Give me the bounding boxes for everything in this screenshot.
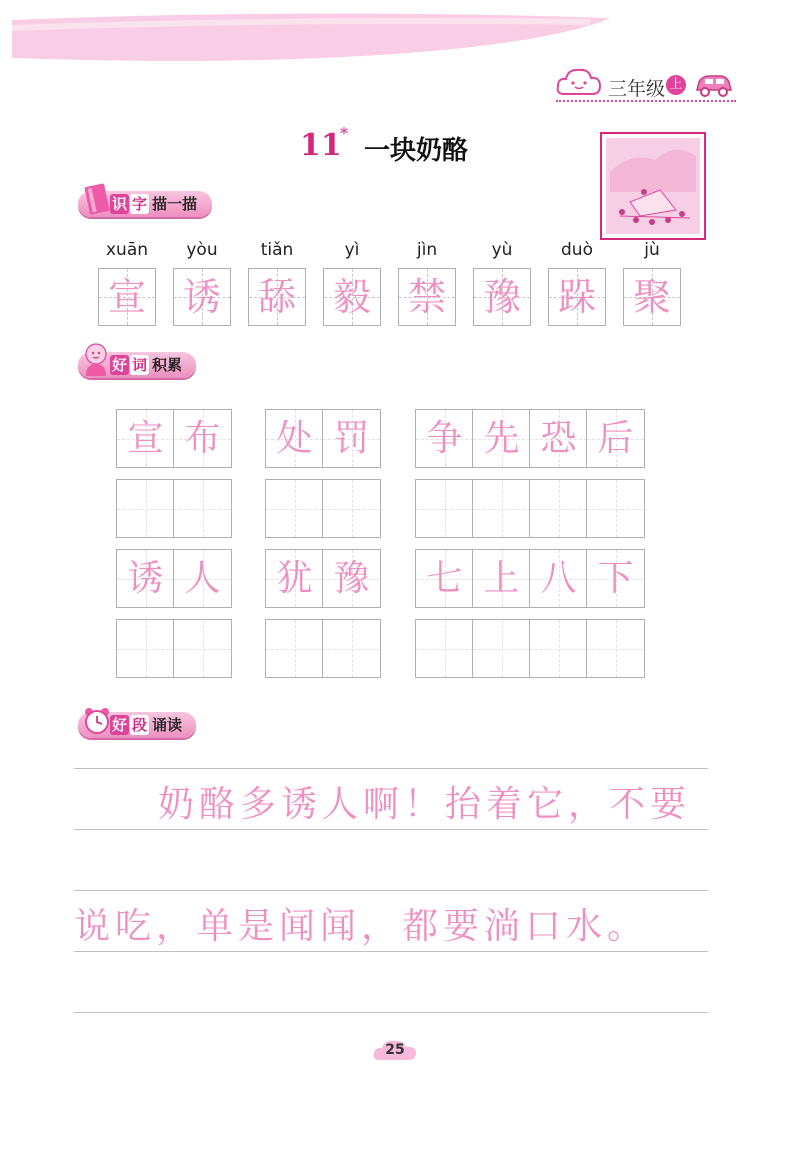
grade-label: 三年级 (608, 78, 666, 100)
blank-cell[interactable] (322, 479, 381, 538)
blank-cell[interactable] (116, 619, 175, 678)
trace-char: 宣 (127, 418, 164, 459)
ruled-line (74, 951, 708, 952)
blank-cell[interactable] (116, 479, 175, 538)
badge-word-3: 积累 (152, 356, 183, 374)
blank-cell[interactable] (529, 479, 588, 538)
header-dotted-rule (556, 100, 736, 102)
word-cell[interactable] (322, 409, 381, 468)
tian-grid[interactable] (323, 268, 381, 326)
blank-cell[interactable] (265, 479, 324, 538)
trace-char: 豫 (333, 558, 370, 599)
word-cell[interactable] (116, 549, 175, 608)
volume-badge: 上 (666, 75, 686, 95)
trace-char: 布 (184, 418, 221, 459)
word-cell[interactable] (529, 549, 588, 608)
trace-char: 舔 (257, 275, 296, 319)
word-cell[interactable] (472, 409, 531, 468)
pinyin-label: jìn (416, 240, 438, 260)
trace-char: 人 (184, 558, 221, 599)
badge-word-1: 好 (112, 356, 128, 374)
trace-char: 宣 (107, 275, 146, 319)
blank-cell[interactable] (173, 619, 232, 678)
trace-char: 上 (483, 558, 520, 599)
word-cell[interactable] (415, 409, 474, 468)
word-cell[interactable] (265, 549, 324, 608)
tian-grid[interactable] (398, 268, 456, 326)
trace-char: 争 (426, 418, 463, 459)
blank-cell[interactable] (322, 619, 381, 678)
trace-char: 后 (597, 418, 634, 459)
tian-grid[interactable] (548, 268, 606, 326)
lesson-mark: * (340, 124, 348, 143)
passage-line-1: 奶酪多诱人啊！抬着它，不要 (158, 784, 692, 825)
tian-grid[interactable] (473, 268, 531, 326)
car-icon (694, 72, 734, 98)
word-cell[interactable] (116, 409, 175, 468)
word-cell[interactable] (472, 549, 531, 608)
trace-char: 诱 (182, 275, 221, 319)
trace-char: 毅 (332, 275, 371, 319)
blank-cell[interactable] (415, 619, 474, 678)
alarm-clock-icon (83, 706, 111, 736)
tian-grid[interactable] (173, 268, 231, 326)
blank-cell[interactable] (472, 479, 531, 538)
pinyin-label: xuān (105, 240, 149, 260)
trace-char: 跺 (557, 275, 596, 319)
tian-grid[interactable] (248, 268, 306, 326)
word-cell[interactable] (586, 409, 645, 468)
word-cell[interactable] (529, 409, 588, 468)
trace-char: 禁 (407, 275, 446, 319)
pinyin-label: jù (644, 240, 660, 260)
pinyin-label: yì (344, 240, 360, 260)
page-number-label: 25 (385, 1042, 405, 1058)
passage-line-2: 说吃，单是闻闻，都要淌口水。 (74, 906, 649, 947)
blank-cell[interactable] (529, 619, 588, 678)
badge-word-3: 诵读 (152, 716, 183, 734)
trace-char: 八 (540, 558, 577, 599)
blank-cell[interactable] (415, 479, 474, 538)
pinyin-label: tiǎn (260, 240, 294, 260)
kid-face-icon (82, 342, 110, 376)
ruled-line (74, 1012, 708, 1013)
word-cell[interactable] (265, 409, 324, 468)
trace-char: 先 (483, 418, 520, 459)
word-cell[interactable] (173, 549, 232, 608)
word-cell[interactable] (322, 549, 381, 608)
badge-word-1: 好 (112, 716, 128, 734)
pinyin-label: yòu (186, 240, 218, 260)
page-number (372, 1038, 418, 1064)
word-cell[interactable] (173, 409, 232, 468)
ants-carrying-cheese-illustration (600, 132, 706, 240)
ruled-line (74, 890, 708, 891)
lesson-number: 11 (300, 128, 342, 163)
blank-cell[interactable] (586, 619, 645, 678)
word-cell[interactable] (586, 549, 645, 608)
book-icon (84, 183, 110, 215)
badge-word-2: 段 (132, 716, 148, 734)
word-cell[interactable] (415, 549, 474, 608)
trace-char: 下 (597, 558, 634, 599)
tian-grid[interactable] (623, 268, 681, 326)
lesson-name: 一块奶酪 (364, 136, 469, 166)
tian-grid[interactable] (98, 268, 156, 326)
grade-header (556, 66, 736, 106)
pinyin-label: yù (491, 240, 513, 260)
trace-char: 处 (276, 418, 313, 459)
trace-char: 犹 (276, 558, 313, 599)
blank-cell[interactable] (173, 479, 232, 538)
badge-word-3: 描一描 (152, 195, 198, 213)
badge-word-2: 词 (132, 356, 148, 374)
blank-cell[interactable] (586, 479, 645, 538)
trace-char: 罚 (333, 418, 370, 459)
badge-word-1: 识 (112, 195, 128, 213)
trace-char: 聚 (632, 275, 671, 319)
trace-char: 恐 (540, 418, 577, 459)
trace-char: 诱 (127, 558, 164, 599)
top-decorative-band (0, 0, 800, 70)
badge-word-2: 字 (132, 195, 148, 213)
blank-cell[interactable] (265, 619, 324, 678)
ruled-line (74, 829, 708, 830)
smiling-cloud-icon (556, 66, 602, 100)
trace-char: 七 (426, 558, 463, 599)
blank-cell[interactable] (472, 619, 531, 678)
ruled-line (74, 768, 708, 769)
pinyin-label: duò (561, 240, 593, 260)
trace-char: 豫 (482, 275, 521, 319)
